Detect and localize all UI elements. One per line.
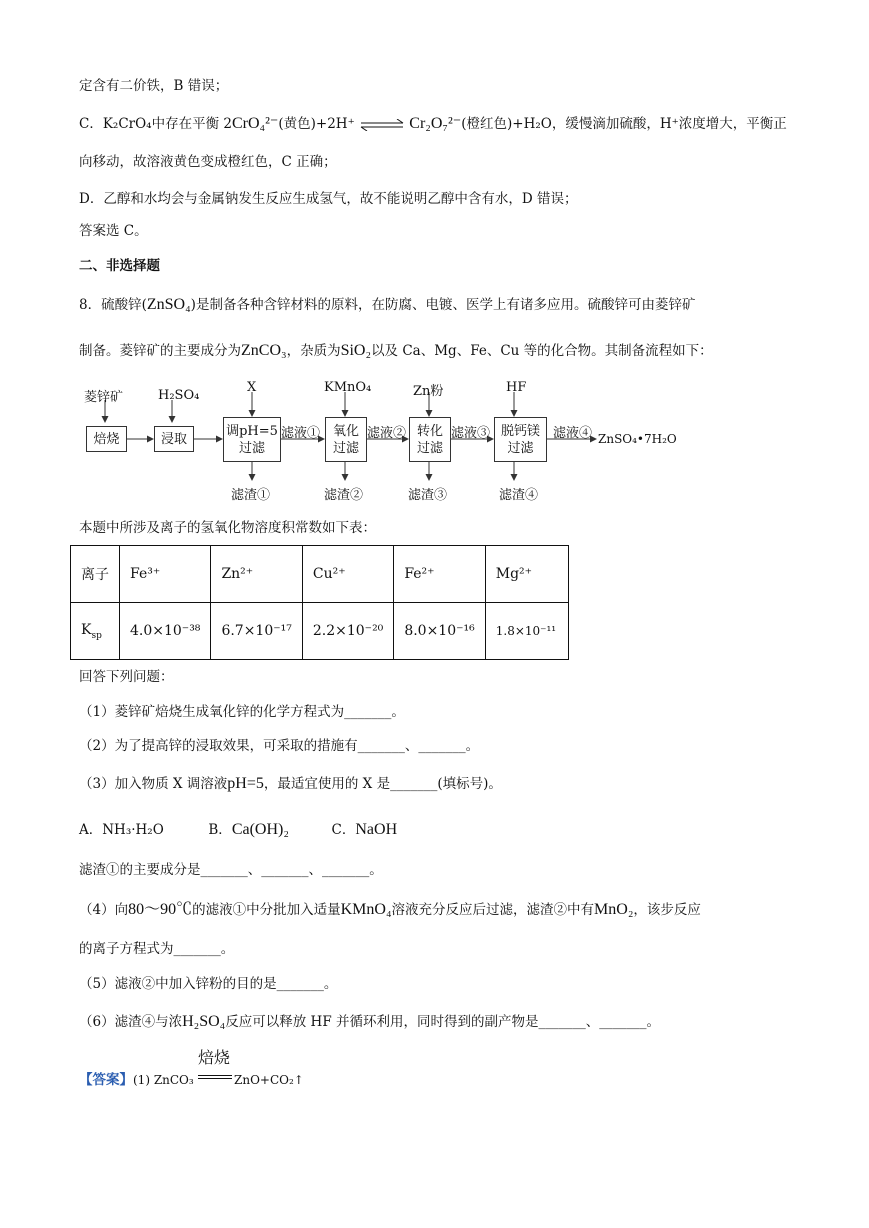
text-segment: (橙红色)+H₂O，缓慢滴加硫酸，H⁺浓度增大，平衡正: [461, 116, 787, 132]
text-segment: 反应可以释放 HF 并循环利用，同时得到的副产物是_______、_______。: [225, 1014, 660, 1030]
text-line: 的离子方程式为_______。: [79, 941, 235, 957]
formula: H₂SO₄: [182, 1013, 226, 1030]
table-cell: 4.0×10⁻³⁸: [120, 603, 211, 660]
table-row: [71, 603, 569, 660]
formula: MnO₂: [594, 901, 634, 918]
formula: CrO₄²⁻: [231, 115, 279, 132]
table-row: [71, 546, 569, 603]
answer-line: [79, 1049, 304, 1091]
flow-step-roast: [86, 426, 127, 452]
answer-tag: 【答案】: [79, 1072, 133, 1088]
text-segment: （4）向: [79, 902, 129, 918]
flow-step-leach: [154, 426, 194, 452]
text-segment: 以及 Ca、Mg、Fe、Cu 等的化合物。其制备流程如下：: [371, 343, 713, 359]
question-part: （2）为了提高锌的浸取效果，可采取的措施有_______、_______。: [79, 738, 480, 754]
filtrate-label: 滤液③: [451, 426, 491, 441]
text-line: 定含有二价铁，B 错误；: [79, 78, 229, 94]
table-cell: 6.7×10⁻¹⁷: [211, 603, 302, 660]
ksp-symbol: K: [81, 621, 92, 638]
option-b: [208, 822, 289, 838]
process-flow-chart: [80, 378, 700, 508]
flow-step-label: 转化 过滤: [416, 423, 443, 456]
equals-line: [198, 1078, 232, 1079]
text-segment: (黄色)+2H⁺: [278, 116, 355, 132]
text-line: [79, 341, 713, 361]
flow-step-label: 脱钙镁 过滤: [500, 423, 540, 456]
table-cell: Zn²⁺: [211, 546, 302, 603]
text-segment: 的滤液①中分批加入适量: [192, 902, 341, 918]
residue-label: 滤渣③: [408, 488, 448, 503]
flow-input-label: H₂SO₄: [158, 388, 200, 403]
flow-step-label: 焙烧: [93, 431, 120, 447]
text-segment: 8．硫酸锌(: [79, 297, 147, 313]
text-segment: ，杂质为: [286, 343, 341, 359]
question-part: [79, 900, 701, 920]
condition-label: 焙烧: [198, 1049, 231, 1067]
text-line: 本题中所涉及离子的氢氧化物溶度积常数如下表：: [79, 520, 376, 536]
text-line: 滤渣①的主要成分是_______、_______、_______。: [79, 862, 383, 878]
text-line: 向移动，故溶液黄色变成橙红色，C 正确；: [79, 154, 337, 170]
question-part: （5）滤液②中加入锌粉的目的是_______。: [79, 976, 338, 992]
answer-text: ZnO+CO₂↑: [234, 1073, 304, 1087]
filtrate-label: 滤液①: [281, 426, 321, 441]
text-segment: 溶液充分反应后过滤，滤渣②中有: [391, 902, 595, 918]
text-line: 回答下列问题：: [79, 669, 174, 685]
option-letter: C．: [331, 822, 356, 838]
flow-step-label: 调pH=5 过滤: [226, 423, 278, 456]
residue-label: 滤渣②: [324, 488, 364, 503]
answer-text: (1) ZnCO₃: [133, 1073, 194, 1087]
formula: KMnO₄: [340, 901, 392, 918]
flow-input-label: X: [247, 380, 257, 395]
formula: ZnSO₄: [146, 296, 191, 313]
table-cell: 离子: [71, 546, 120, 603]
table-cell: 2.2×10⁻²⁰: [302, 603, 393, 660]
residue-label: 滤渣④: [499, 488, 539, 503]
flow-input-label: HF: [506, 380, 527, 395]
table-cell: Mg²⁺: [485, 546, 568, 603]
flow-input-label: KMnO₄: [324, 380, 372, 395]
filtrate-label: 滤液④: [553, 426, 593, 441]
text-segment: ，最适宜使用的 X 是_______(填标号)。: [263, 776, 502, 792]
text-line: [79, 114, 787, 134]
flow-step-oxidize: [325, 417, 367, 462]
flow-step-convert: [409, 417, 451, 462]
text-line: [79, 295, 695, 315]
option-c: [332, 822, 398, 838]
text-line: 答案选 C。: [79, 223, 148, 239]
flow-input-label: 菱锌矿: [84, 390, 124, 405]
option-a: A．NH₃·H₂O: [79, 822, 164, 838]
formula: NaOH: [355, 821, 398, 838]
equals-line: [198, 1075, 232, 1076]
table-cell: 1.8×10⁻¹¹: [485, 603, 568, 660]
question-part: [79, 774, 502, 794]
flow-input-label: Zn粉: [413, 384, 444, 399]
text-segment: 制备。菱锌矿的主要成分为: [79, 343, 241, 359]
residue-label: 滤渣①: [231, 488, 271, 503]
reaction-condition: [198, 1049, 234, 1091]
text-segment: C．K₂CrO₄中存在平衡 2: [79, 116, 232, 132]
equilibrium-arrow-icon: [359, 119, 405, 131]
table-cell: Cu²⁺: [302, 546, 393, 603]
text-segment: （6）滤渣④与浓: [79, 1014, 183, 1030]
flow-step-decalcium: [494, 417, 547, 462]
filtrate-label: 滤液②: [367, 426, 407, 441]
flow-step-label: 浸取: [160, 431, 187, 447]
ksp-table: [70, 545, 569, 660]
section-heading: 二、非选择题: [79, 258, 160, 274]
formula: ZnCO₃: [241, 342, 287, 359]
options-line: [79, 820, 397, 840]
text-segment: )是制备各种含锌材料的原料，在防腐、电镀、医学上有诸多应用。硫酸锌可由菱锌矿: [190, 297, 696, 313]
option-letter: B．: [208, 822, 232, 838]
formula: pH=5: [227, 775, 264, 792]
table-cell: 8.0×10⁻¹⁶: [394, 603, 485, 660]
text-segment: （3）加入物质 X 调溶液: [79, 776, 228, 792]
text-line: D．乙醇和水均会与金属钠发生反应生成氢气，故不能说明乙醇中含有水，D 错误；: [79, 191, 578, 207]
text-segment: ，该步反应: [633, 902, 701, 918]
table-cell: Fe³⁺: [120, 546, 211, 603]
table-cell: [71, 603, 120, 660]
formula: 80～90℃: [128, 901, 193, 918]
flow-step-label: 氧化 过滤: [332, 423, 359, 456]
ksp-subscript: sp: [91, 630, 102, 641]
question-part: （1）菱锌矿焙烧生成氧化锌的化学方程式为_______。: [79, 704, 405, 720]
formula: SiO₂: [340, 342, 372, 359]
formula: Cr₂O₇²⁻: [409, 115, 462, 132]
flow-step-ph-adjust: [223, 417, 281, 462]
formula: Ca(OH)₂: [231, 821, 289, 838]
flow-product: ZnSO₄•7H₂O: [598, 432, 677, 446]
question-part: [79, 1012, 660, 1032]
table-cell: Fe²⁺: [394, 546, 485, 603]
